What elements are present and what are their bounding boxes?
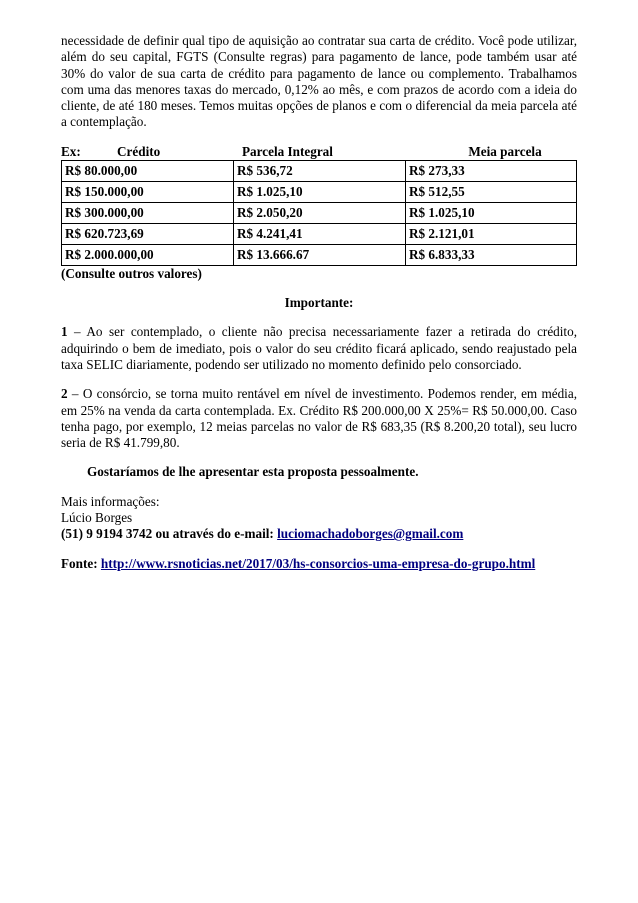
contact-line [61,526,577,542]
table-row [62,181,577,202]
cell-parcela-integral: R$ 4.241,41 [234,223,406,244]
header-meia-parcela: Meia parcela [468,143,542,159]
phone-text: (51) 9 9194 3742 ou através do e-mail: [61,526,278,542]
table-row [62,244,577,265]
cell-meia-parcela: R$ 512,55 [406,181,577,202]
cell-credito: R$ 620.723,69 [62,223,234,244]
contact-name: Lúcio Borges [61,510,133,526]
source-line [61,556,577,572]
table-row [62,160,577,181]
table-note: (Consulte outros valores) [61,265,202,281]
email-link[interactable]: luciomachadoborges@gmail.com [277,526,464,542]
cell-credito: R$ 300.000,00 [62,202,234,223]
cell-meia-parcela: R$ 6.833,33 [406,244,577,265]
item-number: 1 [61,324,68,340]
source-link[interactable]: http://www.rsnoticias.net/2017/03/hs-consorcios-uma-empresa-do-grupo.html [100,555,536,571]
cell-credito: R$ 2.000.000,00 [62,244,234,265]
header-credito: Crédito [117,143,161,159]
important-item-1 [61,324,577,373]
cell-parcela-integral: R$ 2.050,20 [234,202,406,223]
cell-credito: R$ 150.000,00 [62,181,234,202]
source-label: Fonte: [61,555,101,571]
item-text: Ao ser contemplado, o cliente não precisa necessariamente fazer a retirada do crédito, adquirindo o bem de imediato, pois o valor do seu crédito ficará aplicado, sendo reajustado pela taxa SELIC diariamente, podendo ser utilizado no momento definido pelo consorciado. [61,324,577,372]
closing-line: Gostaríamos de lhe apresentar esta proposta pessoalmente. [87,464,419,480]
important-item-2 [61,386,577,451]
item-dash: – [67,386,83,402]
cell-meia-parcela: R$ 1.025,10 [406,202,577,223]
document-body [61,33,577,572]
cell-parcela-integral: R$ 1.025,10 [234,181,406,202]
cell-credito: R$ 80.000,00 [62,160,234,181]
item-text: O consórcio, se torna muito rentável em nível de investimento. Podemos render, em média, em 25% na venda da carta contemplada. Ex. Crédito R$ 200.000,00 X 25%= R$ 50.000,00. Caso tenha pago, por exemplo, 12 meias parcelas no valor de R$ 683,35 (R$ 8.200,20 total), seu lucro seria de R$ 41.799,80. [61,386,578,451]
table-header-row [61,144,577,160]
cell-parcela-integral: R$ 536,72 [234,160,406,181]
cell-meia-parcela: R$ 2.121,01 [406,223,577,244]
header-parcela-integral: Parcela Integral [242,143,333,159]
more-info-label: Mais informações: [61,493,160,509]
values-table [61,160,577,266]
item-dash: – [67,324,87,340]
table-row [62,202,577,223]
table-row [62,223,577,244]
cell-meia-parcela: R$ 273,33 [406,160,577,181]
cell-parcela-integral: R$ 13.666.67 [234,244,406,265]
intro-paragraph: necessidade de definir qual tipo de aquisição ao contratar sua carta de crédito. Você pode utilizar, além do seu capital, FGTS (Consulte regras) para pagamento de lance, pode também usar até 30% do valor de sua carta de crédito para pagamento de lance ou complemento. Trabalhamos com uma das menores taxas do mercado, 0,12% ao mês, e com prazos de acordo com a ideia do cliente, de até 180 meses. Temos muitas opções de planos e com o diferencial da meia parcela até a contemplação. [61,33,577,130]
item-number: 2 [61,386,68,402]
ex-label: Ex: [61,143,81,159]
important-heading: Importante: [284,295,354,311]
